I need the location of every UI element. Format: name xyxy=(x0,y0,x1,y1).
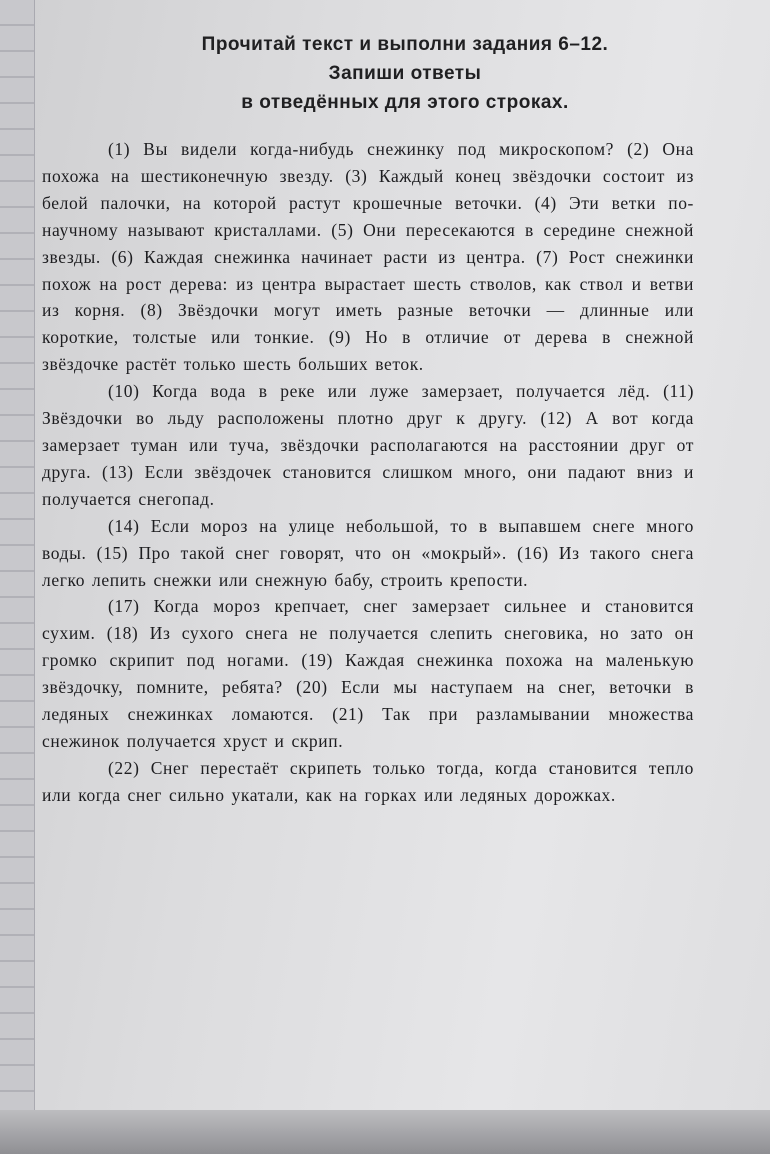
notebook-margin xyxy=(0,0,35,1110)
header-line-3: в отведённых для этого строках. xyxy=(241,92,569,113)
paragraph-3: (14) Если мороз на улице небольшой, то в выпавшем снеге много воды. (15) Про такой снег говорят, что он «мокрый». (16) Из такого снега легко лепить снежки или снежную бабу, строить крепости. xyxy=(42,515,694,590)
reading-text xyxy=(42,136,694,809)
header-line-2: Запиши ответы xyxy=(328,63,482,84)
paragraph-4: (17) Когда мороз крепчает, снег замерзает сильнее и становится сухим. (18) Из сухого снега не получается слепить снеговика, но зато он громко скрипит под ногами. (19) Каждая снежинка похожа на маленькую звёздочку, помните, ребята? (20) Если мы наступаем на снег, веточки в ледяных снежинках ломаются. (21) Так при разламывании множества снежинок получается хруст и скрип. xyxy=(42,596,694,751)
paragraph-1: (1) Вы видели когда-нибудь снежинку под микроскопом? (2) Она похожа на шестиконечную звезду. (3) Каждый конец звёздочки состоит из белой палочки, на которой растут крошечные веточки. (4) Эти ветки по-научному называют кристаллами. (5) Они пересекаются в середине снежной звезды. (6) Каждая снежинка начинает расти из центра. (7) Рост снежинки похож на рост дерева: из центра вырастает шесть стволов, как ствол и ветви из корня. (8) Звёздочки могут иметь разные веточки — длинные или короткие, толстые или тонкие. (9) Но в отличие от дерева в снежной звёздочке растёт только шесть больших веток. xyxy=(42,139,694,375)
paragraph-5: (22) Снег перестаёт скрипеть только тогда, когда становится тепло или когда снег сильно укатали, как на горках или ледяных дорожках. xyxy=(42,757,694,805)
header-line-1: Прочитай текст и выполни задания 6–12. xyxy=(201,34,609,55)
paragraph-2: (10) Когда вода в реке или луже замерзает, получается лёд. (11) Звёздочки во льду расположены плотно друг к другу. (12) А вот когда замерзает туман или туча, звёздочки располагаются на расстоянии друг от друга. (13) Если звёздочек становится слишком много, они падают вниз и получается снегопад. xyxy=(42,381,694,509)
page-bottom-edge xyxy=(0,1110,770,1154)
task-header xyxy=(60,30,750,117)
